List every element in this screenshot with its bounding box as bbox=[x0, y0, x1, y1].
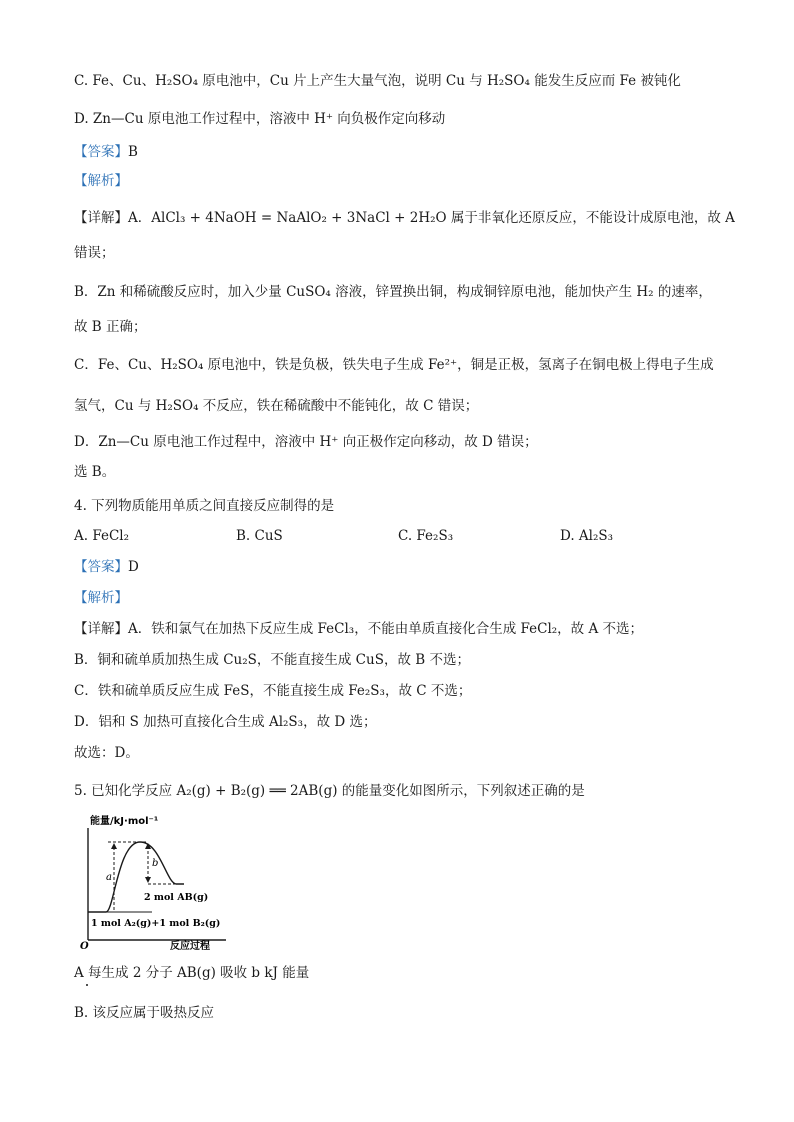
q4-detail-tag: 【详解】 bbox=[74, 621, 128, 637]
q4-detail-c: C．铁和硫单质反应生成 FeS，不能直接生成 Fe₂S₃，故 C 不选； bbox=[74, 683, 472, 699]
x-axis-label: 反应过程 bbox=[170, 941, 210, 950]
stray-dot bbox=[86, 984, 88, 986]
detail-d-line: D．Zn—Cu 原电池工作过程中，溶液中 H⁺ 向正极作定向移动，故 D 错误； bbox=[74, 434, 538, 450]
q4-option-d: D. Al₂S₃ bbox=[560, 528, 614, 544]
q4-conclusion: 故选：D。 bbox=[74, 745, 139, 761]
detail-a-line1 bbox=[74, 209, 735, 227]
detail-a-text: A．AlCl₃ + 4NaOH = NaAlO₂ + 3NaCl + 2H₂O 属于非氧化还原反应，不能设计成原电池，故 A bbox=[128, 210, 735, 226]
detail-c-line2: 氢气，Cu 与 H₂SO₄ 不反应，铁在稀硫酸中不能钝化，故 C 错误； bbox=[74, 398, 479, 414]
answer-line bbox=[74, 143, 138, 161]
q4-detail-b: B．铜和硫单质加热生成 Cu₂S，不能直接生成 CuS，故 B 不选； bbox=[74, 652, 470, 668]
q4-option-b: B. CuS bbox=[236, 528, 283, 544]
analysis-tag: 【解析】 bbox=[74, 173, 128, 189]
q5-option-b: B. 该反应属于吸热反应 bbox=[74, 1005, 215, 1021]
q4-option-a: A. FeCl₂ bbox=[74, 528, 130, 544]
q4-option-c: C. Fe₂S₃ bbox=[398, 528, 454, 544]
reactant-label: 1 mol A₂(g)+1 mol B₂(g) bbox=[91, 918, 221, 929]
q4-detail-a bbox=[74, 620, 643, 638]
y-axis-label: 能量/kJ·mol⁻¹ bbox=[90, 816, 159, 827]
product-label: 2 mol AB(g) bbox=[144, 892, 209, 903]
arrow-a-head bbox=[111, 843, 117, 849]
q4-analysis-tag: 【解析】 bbox=[74, 590, 128, 606]
answer-tag: 【答案】 bbox=[74, 144, 128, 160]
detail-c-line1: C．Fe、Cu、H₂SO₄ 原电池中，铁是负极，铁失电子生成 Fe²⁺，铜是正极，氢离子在铜电极上得电子生成 bbox=[74, 357, 714, 373]
arrow-b-head-down bbox=[145, 877, 151, 883]
q4-answer-value: D bbox=[128, 559, 139, 575]
q3-option-d: D. Zn—Cu 原电池工作过程中，溶液中 H⁺ 向负极作定向移动 bbox=[74, 111, 446, 127]
choose-b-line: 选 B。 bbox=[74, 464, 116, 480]
detail-tag: 【详解】 bbox=[74, 210, 128, 226]
q4-detail-a-text: A．铁和氯气在加热下反应生成 FeCl₃，不能由单质直接化合生成 FeCl₂，故 A 不选； bbox=[128, 621, 644, 637]
answer-value: B bbox=[128, 144, 138, 160]
detail-b-line2: 故 B 正确； bbox=[74, 319, 147, 335]
q5-option-a: A 每生成 2 分子 AB(g) 吸收 b kJ 能量 bbox=[74, 965, 310, 981]
label-b: b bbox=[152, 858, 159, 869]
q4-detail-d: D．铝和 S 加热可直接化合生成 Al₂S₃，故 D 选； bbox=[74, 714, 377, 730]
detail-a-line2: 错误； bbox=[74, 245, 115, 261]
q3-option-c: C. Fe、Cu、H₂SO₄ 原电池中，Cu 片上产生大量气泡，说明 Cu 与 H₂SO₄ 能发生反应而 Fe 被钝化 bbox=[74, 73, 681, 89]
q4-answer-line bbox=[74, 558, 139, 576]
origin-label: O bbox=[80, 941, 89, 950]
detail-b-line1: B．Zn 和稀硫酸反应时，加入少量 CuSO₄ 溶液，锌置换出铜，构成铜锌原电池，能加快产生 H₂ 的速率， bbox=[74, 284, 712, 300]
label-a: a bbox=[106, 872, 112, 883]
energy-diagram bbox=[74, 812, 234, 950]
question-5: 5. 已知化学反应 A₂(g) + B₂(g) ══ 2AB(g) 的能量变化如图所示，下列叙述正确的是 bbox=[74, 783, 585, 799]
question-4: 4. 下列物质能用单质之间直接反应制得的是 bbox=[74, 498, 335, 514]
q4-answer-tag: 【答案】 bbox=[74, 559, 128, 575]
